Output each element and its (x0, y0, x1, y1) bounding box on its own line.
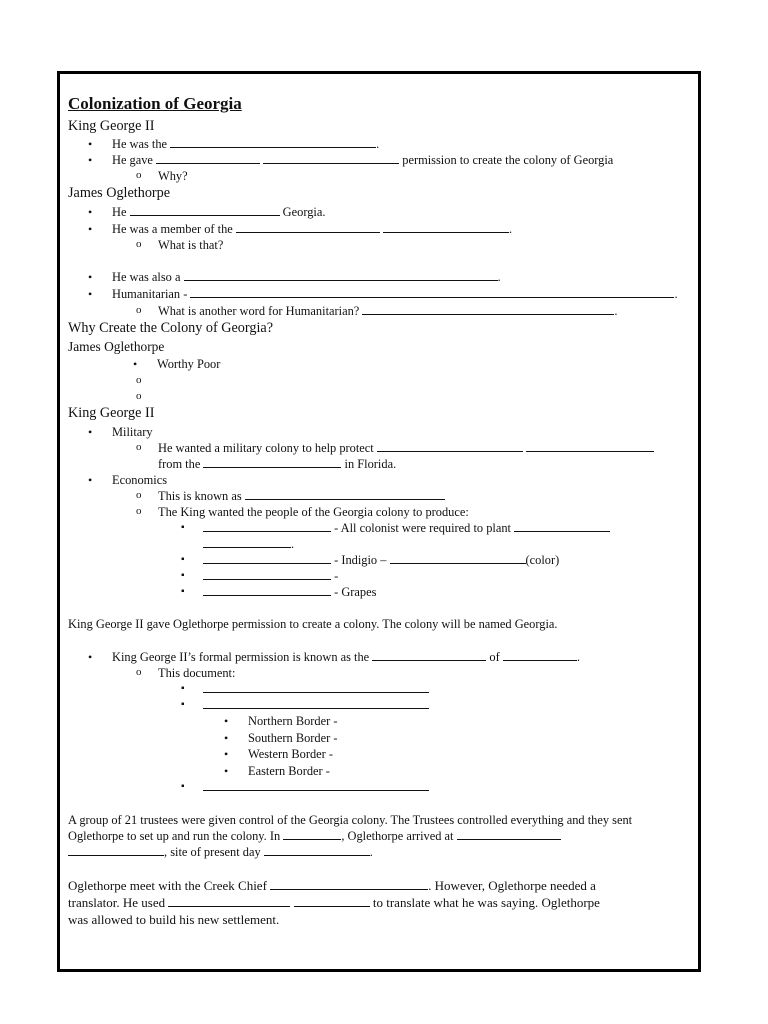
border-item: • Eastern Border - (248, 763, 330, 779)
answer-blank[interactable] (377, 440, 523, 452)
answer-blank[interactable] (390, 552, 526, 564)
document-item (203, 697, 429, 713)
paragraph-creek-3: was allowed to build his new settlement. (68, 912, 280, 927)
answer-blank[interactable] (203, 536, 291, 548)
document-item (203, 779, 429, 795)
answer-blank[interactable] (68, 844, 164, 856)
answer-blank[interactable] (457, 828, 561, 840)
border-item: • Western Border - (248, 746, 333, 762)
paragraph: King George II gave Oglethorpe permission to create a colony. The colony will be named Georgia. (68, 617, 558, 631)
paragraph-creek-2: translator. He used to translate what he was saying. Oglethorpe (68, 895, 600, 910)
product-item-cont: . (203, 536, 294, 552)
sub-item: o This document: (158, 665, 235, 681)
answer-blank[interactable] (245, 488, 445, 500)
sub-item: o What is that? (158, 237, 223, 253)
list-item: • He was the . (112, 136, 379, 152)
answer-blank[interactable] (203, 568, 331, 580)
answer-blank[interactable] (203, 697, 429, 709)
answer-blank[interactable] (170, 136, 376, 148)
list-item: • He was a member of the . (112, 221, 512, 237)
subheading-oglethorpe: James Oglethorpe (68, 339, 165, 354)
heading-king-george-2: King George II (68, 405, 155, 421)
list-item: • He Georgia. (112, 204, 325, 220)
answer-blank[interactable] (294, 895, 370, 907)
answer-blank[interactable] (203, 552, 331, 564)
list-item: • He gave permission to create the colony of Georgia (112, 152, 613, 168)
sub-item-cont: from the in Florida. (158, 457, 397, 471)
answer-blank[interactable] (203, 681, 429, 693)
answer-blank[interactable] (203, 456, 341, 468)
answer-blank[interactable] (372, 649, 486, 661)
answer-blank[interactable] (190, 286, 674, 298)
paragraph-trustees-3: , site of present day . (68, 844, 373, 860)
answer-blank[interactable] (203, 779, 429, 791)
answer-blank[interactable] (270, 878, 428, 890)
page-title: Colonization of Georgia (68, 94, 242, 113)
paragraph-creek: Oglethorpe meet with the Creek Chief . However, Oglethorpe needed a (68, 878, 596, 893)
border-item: • Northern Border - (248, 713, 337, 729)
answer-blank[interactable] (130, 204, 280, 216)
sub-item: o He wanted a military colony to help protect (158, 440, 654, 456)
sub-item: o What is another word for Humanitarian? . (158, 303, 618, 319)
list-item: • King George II’s formal permission is known as the of . (112, 649, 580, 665)
border-item: • Southern Border - (248, 730, 337, 746)
answer-blank[interactable] (203, 584, 331, 596)
answer-blank[interactable] (283, 828, 341, 840)
answer-blank[interactable] (156, 152, 260, 164)
answer-blank[interactable] (263, 152, 399, 164)
answer-blank[interactable] (236, 221, 380, 233)
answer-blank[interactable] (514, 520, 610, 532)
heading-why-create: Why Create the Colony of Georgia? (68, 320, 273, 336)
sub-item: o The King wanted the people of the Georgia colony to produce: (158, 504, 469, 520)
heading-king-george: King George II (68, 118, 155, 134)
answer-blank[interactable] (383, 221, 509, 233)
document-item (203, 681, 429, 697)
answer-blank[interactable] (503, 649, 577, 661)
product-item: ▪ - All colonist were required to plant (203, 520, 610, 536)
sub-item: o This is known as (158, 488, 445, 504)
answer-blank[interactable] (184, 269, 498, 281)
list-item-economics: • Economics (112, 472, 167, 488)
answer-blank[interactable] (264, 844, 370, 856)
product-item: ▪ - (203, 568, 338, 584)
answer-blank[interactable] (362, 303, 614, 315)
heading-oglethorpe: James Oglethorpe (68, 185, 171, 201)
list-item-military: • Military (112, 424, 153, 440)
paragraph-trustees: A group of 21 trustees were given control of the Georgia colony. The Trustees controlled everything and they sent (68, 813, 633, 827)
answer-blank[interactable] (168, 895, 290, 907)
list-item: • He was also a . (112, 269, 501, 285)
answer-blank[interactable] (203, 520, 331, 532)
list-item: • Worthy Poor (157, 356, 220, 372)
product-item: ▪ - Indigio – (color) (203, 552, 559, 568)
product-item: ▪ - Grapes (203, 584, 376, 600)
paragraph-trustees-2: Oglethorpe to set up and run the colony. In , Oglethorpe arrived at (68, 828, 561, 844)
answer-blank[interactable] (526, 440, 654, 452)
list-item: • Humanitarian - . (112, 286, 678, 302)
sub-item: o Why? (158, 168, 188, 184)
